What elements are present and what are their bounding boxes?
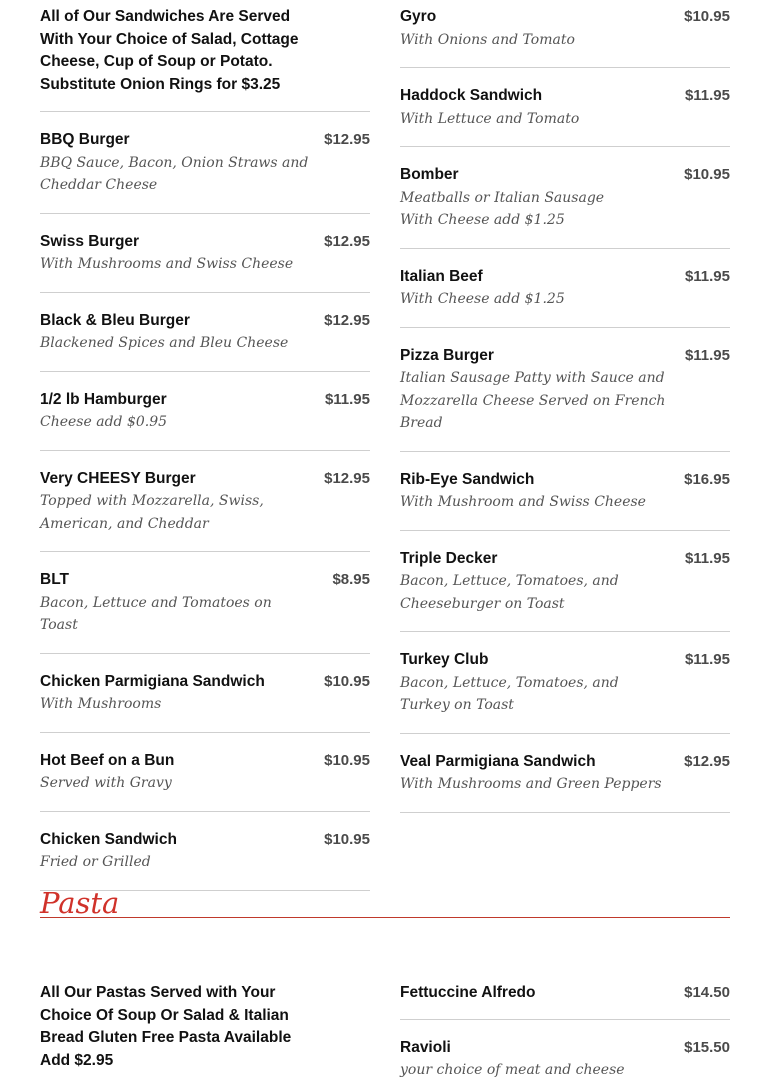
item-name: Fettuccine Alfredo: [400, 984, 536, 1001]
item-price: $12.95: [324, 311, 370, 329]
item-description: Meatballs or Italian Sausage: [400, 189, 605, 206]
menu-item: [40, 654, 370, 733]
item-price: $11.95: [684, 346, 730, 364]
item-description: Bacon, Lettuce, Tomatoes, and Cheeseburger on Toast: [400, 573, 619, 612]
menu-item: [400, 452, 730, 531]
item-price: $11.95: [684, 549, 730, 567]
menu-item: [400, 68, 730, 147]
item-price: $10.95: [324, 751, 370, 769]
item-name: Rib-Eye Sandwich: [400, 470, 535, 488]
item-name: Ravioli: [400, 1038, 451, 1056]
item-description: Bacon, Lettuce and Tomatoes on Toast: [40, 594, 272, 633]
pasta-note: All Our Pastas Served with Your Choice Of Soup Or Salad & Italian Bread Gluten Free Pasta Available Add $2.95: [40, 984, 292, 1069]
item-description: Fried or Grilled: [40, 854, 151, 870]
pasta-section-header: [40, 884, 730, 918]
item-price: $11.95: [324, 390, 370, 408]
item-description: With Cheese add $1.25: [400, 291, 565, 307]
item-price: $11.95: [684, 267, 730, 285]
menu-item: [400, 982, 730, 1020]
item-price: $15.50: [684, 1038, 730, 1056]
menu-item: [40, 293, 370, 372]
item-name: 1/2 lb Hamburger: [40, 390, 167, 408]
section-title: Pasta: [40, 886, 120, 920]
menu-item: [40, 552, 370, 654]
item-name: Chicken Sandwich: [40, 830, 177, 848]
menu-item: [40, 733, 370, 812]
item-name: Turkey Club: [400, 651, 489, 668]
menu-item: [40, 812, 370, 891]
menu-item: [400, 249, 730, 328]
item-description: With Lettuce and Tomato: [400, 110, 580, 127]
item-name: BLT: [40, 571, 69, 588]
pasta-left-column: [40, 982, 370, 1072]
sandwich-right-column: [400, 6, 730, 813]
item-price: $16.95: [684, 470, 730, 488]
sandwich-note: All of Our Sandwiches Are Served With Your Choice of Salad, Cottage Cheese, Cup of Soup or Potato. Substitute Onion Rings for $3.25: [40, 8, 299, 93]
menu-item: [400, 531, 730, 633]
item-description: With Mushroom and Swiss Cheese: [400, 494, 646, 510]
item-name: Haddock Sandwich: [400, 87, 543, 104]
item-description: Blackened Spices and Bleu Cheese: [40, 335, 289, 351]
menu-item: [400, 328, 730, 452]
menu-item: [40, 372, 370, 451]
item-name: Swiss Burger: [40, 232, 140, 250]
sandwich-left-column: [40, 6, 370, 891]
item-price: $10.95: [324, 830, 370, 848]
item-description: BBQ Sauce, Bacon, Onion Straws and Cheddar Cheese: [40, 154, 309, 193]
item-name: Bomber: [400, 166, 459, 183]
item-name: Triple Decker: [400, 549, 498, 567]
item-description: Bacon, Lettuce, Tomatoes, and Turkey on Toast: [400, 674, 619, 713]
item-name: Gyro: [400, 8, 437, 25]
item-name: Pizza Burger: [400, 346, 494, 364]
sandwich-note-block: [40, 6, 370, 112]
item-price: $12.95: [684, 752, 730, 770]
menu-item: [400, 1020, 730, 1082]
item-description: With Mushrooms and Swiss Cheese: [40, 256, 294, 272]
menu-item: [400, 147, 730, 249]
menu-item: [40, 214, 370, 293]
item-name: Chicken Parmigiana Sandwich: [40, 672, 265, 690]
item-description: Cheese add $0.95: [40, 414, 168, 430]
item-description: your choice of meat and cheese: [400, 1062, 625, 1078]
item-price: $10.95: [684, 166, 730, 183]
item-description: With Mushrooms and Green Peppers: [400, 776, 662, 792]
item-price: $10.95: [684, 8, 730, 25]
item-name: Italian Beef: [400, 267, 483, 285]
menu-item: [400, 632, 730, 734]
item-description: With Onions and Tomato: [400, 31, 575, 48]
menu-item: [400, 734, 730, 813]
item-description: Topped with Mozzarella, Swiss, American, and Cheddar: [40, 493, 264, 532]
item-description: With Mushrooms: [40, 696, 162, 712]
item-price: $12.95: [324, 232, 370, 250]
menu-item: [40, 451, 370, 553]
item-price: $11.95: [684, 87, 730, 104]
item-price: $14.50: [684, 984, 730, 1001]
item-price: $12.95: [324, 131, 370, 148]
item-description: Italian Sausage Patty with Sauce and Mozzarella Cheese Served on French Bread: [400, 370, 666, 431]
item-name: Black & Bleu Burger: [40, 311, 190, 329]
item-name: Veal Parmigiana Sandwich: [400, 752, 596, 770]
item-description-extra: With Cheese add $1.25: [400, 212, 565, 228]
item-name: BBQ Burger: [40, 131, 130, 148]
menu-item: [400, 6, 730, 68]
item-name: Very CHEESY Burger: [40, 469, 196, 487]
item-price: $8.95: [332, 571, 370, 588]
item-name: Hot Beef on a Bun: [40, 751, 175, 769]
item-price: $12.95: [324, 469, 370, 487]
menu-item: [40, 112, 370, 214]
item-price: $11.95: [684, 651, 730, 668]
item-price: $10.95: [324, 672, 370, 690]
pasta-right-column: [400, 982, 730, 1082]
item-description: Served with Gravy: [40, 775, 172, 791]
